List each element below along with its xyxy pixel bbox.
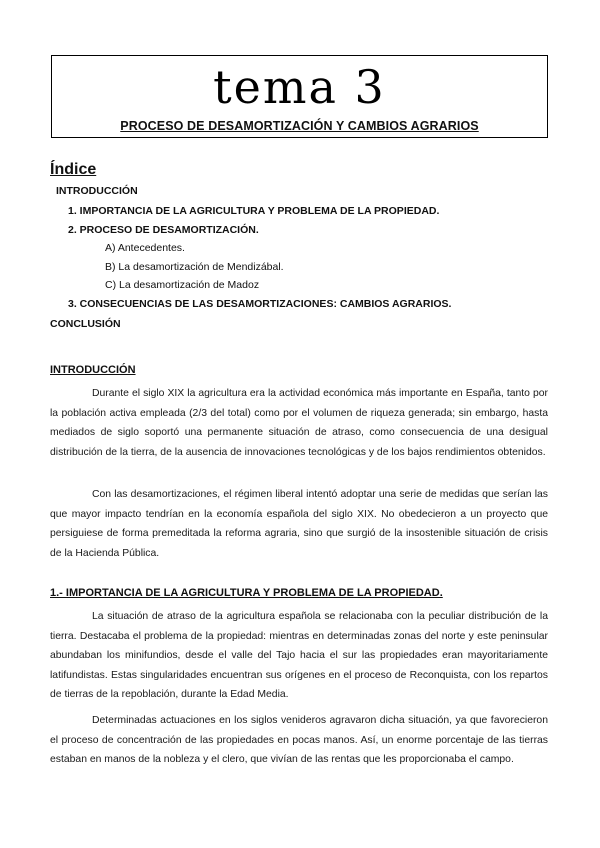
- tema-title: tema 3: [213, 60, 386, 114]
- toc-item-2: 2. PROCESO DE DESAMORTIZACIÓN.: [68, 224, 259, 236]
- index-title: Índice: [50, 161, 97, 178]
- toc-item-2a: A) Antecedentes.: [105, 242, 185, 254]
- section-title-1: 1.- IMPORTANCIA DE LA AGRICULTURA Y PROBLEMA DE LA PROPIEDAD.: [50, 587, 443, 599]
- toc-item-3: 3. CONSECUENCIAS DE LAS DESAMORTIZACIONES: CAMBIOS AGRARIOS.: [68, 298, 452, 310]
- toc-item-2b: B) La desamortización de Mendizábal.: [105, 261, 284, 273]
- title-box: [51, 55, 548, 138]
- section1-paragraph-2: Determinadas actuaciones en los siglos venideros agravaron dicha situación, ya que favorecieron el proceso de concentración de las propiedades en pocas manos. Así, un enorme porcentaje de las tierras estaban en manos de la nobleza y el clero, que vivían de las rentas que les proporcionaba el campo.: [50, 715, 548, 765]
- toc-item-2c: C) La desamortización de Madoz: [105, 279, 260, 291]
- intro-paragraph-2: Con las desamortizaciones, el régimen liberal intentó adoptar una serie de medidas que serían las que mayor impacto tendrían en la economía española del siglo XIX. No obedecieron a un proyecto que persiguiese de forma premeditada la reforma agraria, sino que surgió de la insostenible situación de crisis de la Hacienda Pública.: [50, 489, 548, 559]
- intro-paragraph-1: Durante el siglo XIX la agricultura era la actividad económica más importante en España, tanto por la población activa empleada (2/3 del total) como por el volumen de riqueza generada; sin embargo, hasta mediados de siglo soportó una permanente situación de atraso, como consecuencia de una desigual distribución de la tierra, de la ausencia de innovaciones tecnológicas y de los bajos rendimientos obtenidos.: [50, 388, 548, 458]
- document-subtitle: PROCESO DE DESAMORTIZACIÓN Y CAMBIOS AGRARIOS: [120, 119, 479, 133]
- toc-item-1: 1. IMPORTANCIA DE LA AGRICULTURA Y PROBLEMA DE LA PROPIEDAD.: [68, 205, 440, 217]
- toc-item-introduccion: INTRODUCCIÓN: [56, 185, 138, 197]
- section1-paragraph-1: La situación de atraso de la agricultura española se relacionaba con la peculiar distribución de la tierra. Destacaba el problema de la propiedad: mientras en determinadas zonas del norte y este peninsular abundaban los minifundios, desde el valle del Tajo hacia el sur las propiedades eran mayoritariamente latifundistas. Estas singularidades encuentran sus orígenes en el proceso de Reconquista, con los repartos de tierras de la repoblación, durante la Edad Media.: [50, 611, 548, 700]
- section-title-introduccion: INTRODUCCIÓN: [50, 364, 136, 376]
- toc-item-conclusion: CONCLUSIÓN: [50, 318, 121, 330]
